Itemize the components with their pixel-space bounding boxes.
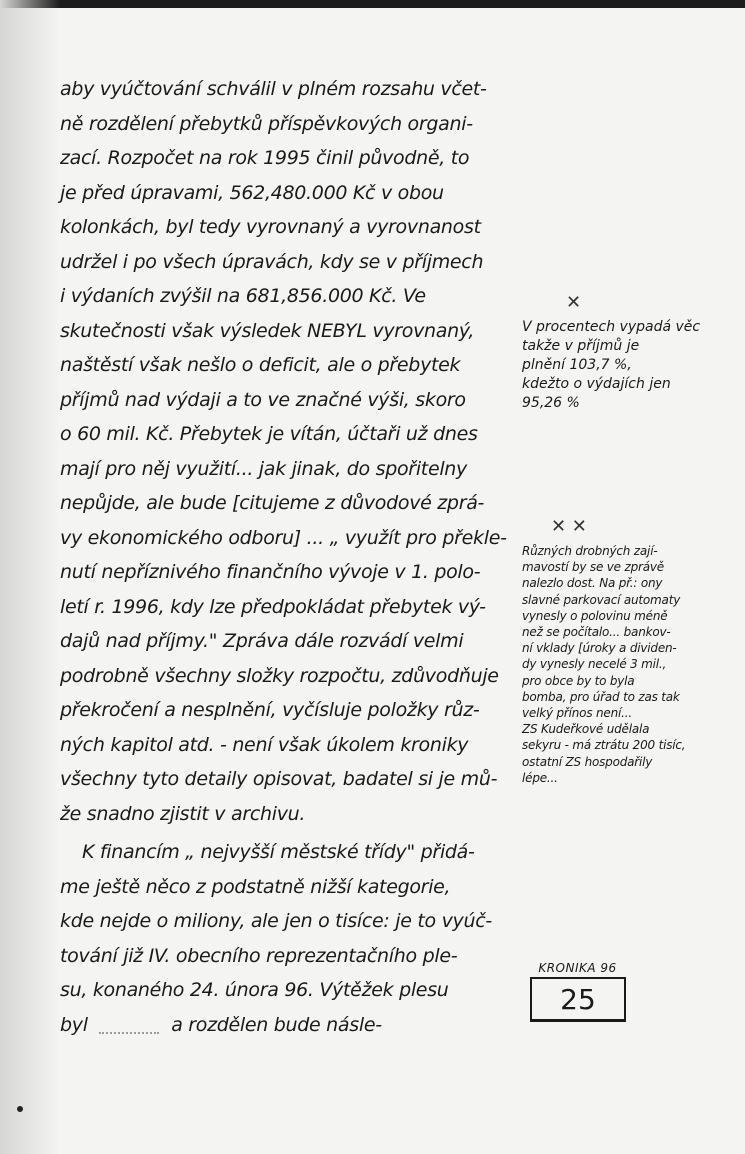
double-cross-mark: ✕ ✕ xyxy=(551,516,587,537)
text-line: o 60 mil. Kč. Přebytek je vítán, účtaři už dnes xyxy=(60,423,478,445)
text-line: příjmů nad výdaji a to ve značné výši, skoro xyxy=(60,388,466,411)
page-number-box xyxy=(530,977,626,1022)
text-line: K financím „ nejvyšší městské třídy" přidá- xyxy=(82,841,475,863)
text-line: všechny tyto detaily opisovat, badatel si je mů- xyxy=(60,768,498,790)
note-line: nalezlo dost. Na př.: ony xyxy=(522,576,663,591)
page-number: 25 xyxy=(560,982,596,1016)
note-line: ní vklady [úroky a dividen- xyxy=(522,641,677,656)
note-line: takže v příjmů je xyxy=(522,338,640,354)
ink-dot xyxy=(17,1106,23,1112)
note-line: ostatní ZS hospodařily xyxy=(522,754,653,769)
handwritten-main-text xyxy=(60,72,515,1042)
redacted-amount xyxy=(99,1016,159,1034)
page-top-edge xyxy=(0,0,745,8)
text-line: ných kapitol atd. - není však úkolem kroniky xyxy=(60,733,469,756)
note-line: mavostí by se ve zprávě xyxy=(522,560,664,575)
note-line: Různých drobných zají- xyxy=(522,544,658,558)
note-line: než se počítalo... bankov- xyxy=(522,625,671,640)
note-line: bomba, pro úřad to zas tak xyxy=(522,689,680,704)
chronicle-label: KRONIKA 96 xyxy=(538,961,617,975)
margin-note-curiosities xyxy=(522,543,732,786)
text-line: me ještě něco z podstatně nižší kategorie, xyxy=(60,875,451,898)
text-line: že snadno zjistit v archivu. xyxy=(60,802,306,825)
note-line: sekyru - má ztrátu 200 tisíc, xyxy=(522,738,686,753)
note-line: slavné parkovací automaty xyxy=(522,592,681,607)
text-line: mají pro něj využití... jak jinak, do spořitelny xyxy=(60,457,467,480)
text-line: skutečnosti však výsledek NEBYL vyrovnaný, xyxy=(60,319,475,342)
text-line: udržel i po všech úpravách, kdy se v příjmech xyxy=(60,250,484,273)
page-gutter-shadow xyxy=(0,0,60,1154)
text-line: podrobně všechny složky rozpočtu, zdůvodňuje xyxy=(60,664,499,687)
text-line: i výdaních zvýšil na 681,856.000 Kč. Ve xyxy=(60,285,426,307)
text-line: aby vyúčtování schválil v plném rozsahu včet- xyxy=(60,78,487,100)
note-line: vynesly o polovinu méně xyxy=(522,608,668,623)
text-line: kde nejde o miliony, ale jen o tisíce: je to vyúč- xyxy=(60,910,492,932)
text-line: su, konaného 24. února 96. Výtěžek plesu xyxy=(60,979,449,1001)
margin-note-percentages xyxy=(522,318,732,413)
cross-mark: ✕ xyxy=(566,292,582,313)
text-line: vy ekonomického odboru] ... „ využít pro překle- xyxy=(60,526,507,549)
note-line: ZS Kudeřkové udělala xyxy=(522,722,650,737)
note-line: pro obce by to byla xyxy=(522,673,635,688)
note-line: lépe... xyxy=(522,770,558,785)
text-line: dajů nad příjmy." Zpráva dále rozvádí velmi xyxy=(60,630,464,652)
text-line: nutí nepříznivého finančního vývoje v 1. polo- xyxy=(60,561,481,583)
text-fragment: byl xyxy=(60,1013,88,1036)
note-line: plnění 103,7 %, xyxy=(522,357,632,373)
text-line: je před úpravami, 562,480.000 Kč v obou xyxy=(60,181,444,204)
text-line-last xyxy=(60,1008,515,1043)
text-line: zací. Rozpočet na rok 1995 činil původně, to xyxy=(60,147,470,169)
note-line: 95,26 % xyxy=(522,395,580,411)
note-line: velký přínos není... xyxy=(522,706,632,721)
note-line: V procentech vypadá věc xyxy=(522,319,701,335)
text-line: nepůjde, ale bude [citujeme z důvodové zprá- xyxy=(60,492,485,514)
note-line: dy vynesly necelé 3 mil., xyxy=(522,657,667,672)
text-line: překročení a nesplnění, vyčísluje položky růz- xyxy=(60,699,480,721)
text-line: ně rozdělení přebytků příspěvkových organi- xyxy=(60,112,473,135)
text-fragment: a rozdělen bude násle- xyxy=(171,1013,382,1036)
text-line: naštěstí však nešlo o deficit, ale o přebytek xyxy=(60,354,461,376)
text-line: kolonkách, byl tedy vyrovnaný a vyrovnanost xyxy=(60,216,481,238)
text-line: letí r. 1996, kdy lze předpokládat přebytek vý- xyxy=(60,595,486,618)
note-line: kdežto o výdajích jen xyxy=(522,376,671,392)
text-line: tování již IV. obecního reprezentačního ple- xyxy=(60,944,458,967)
